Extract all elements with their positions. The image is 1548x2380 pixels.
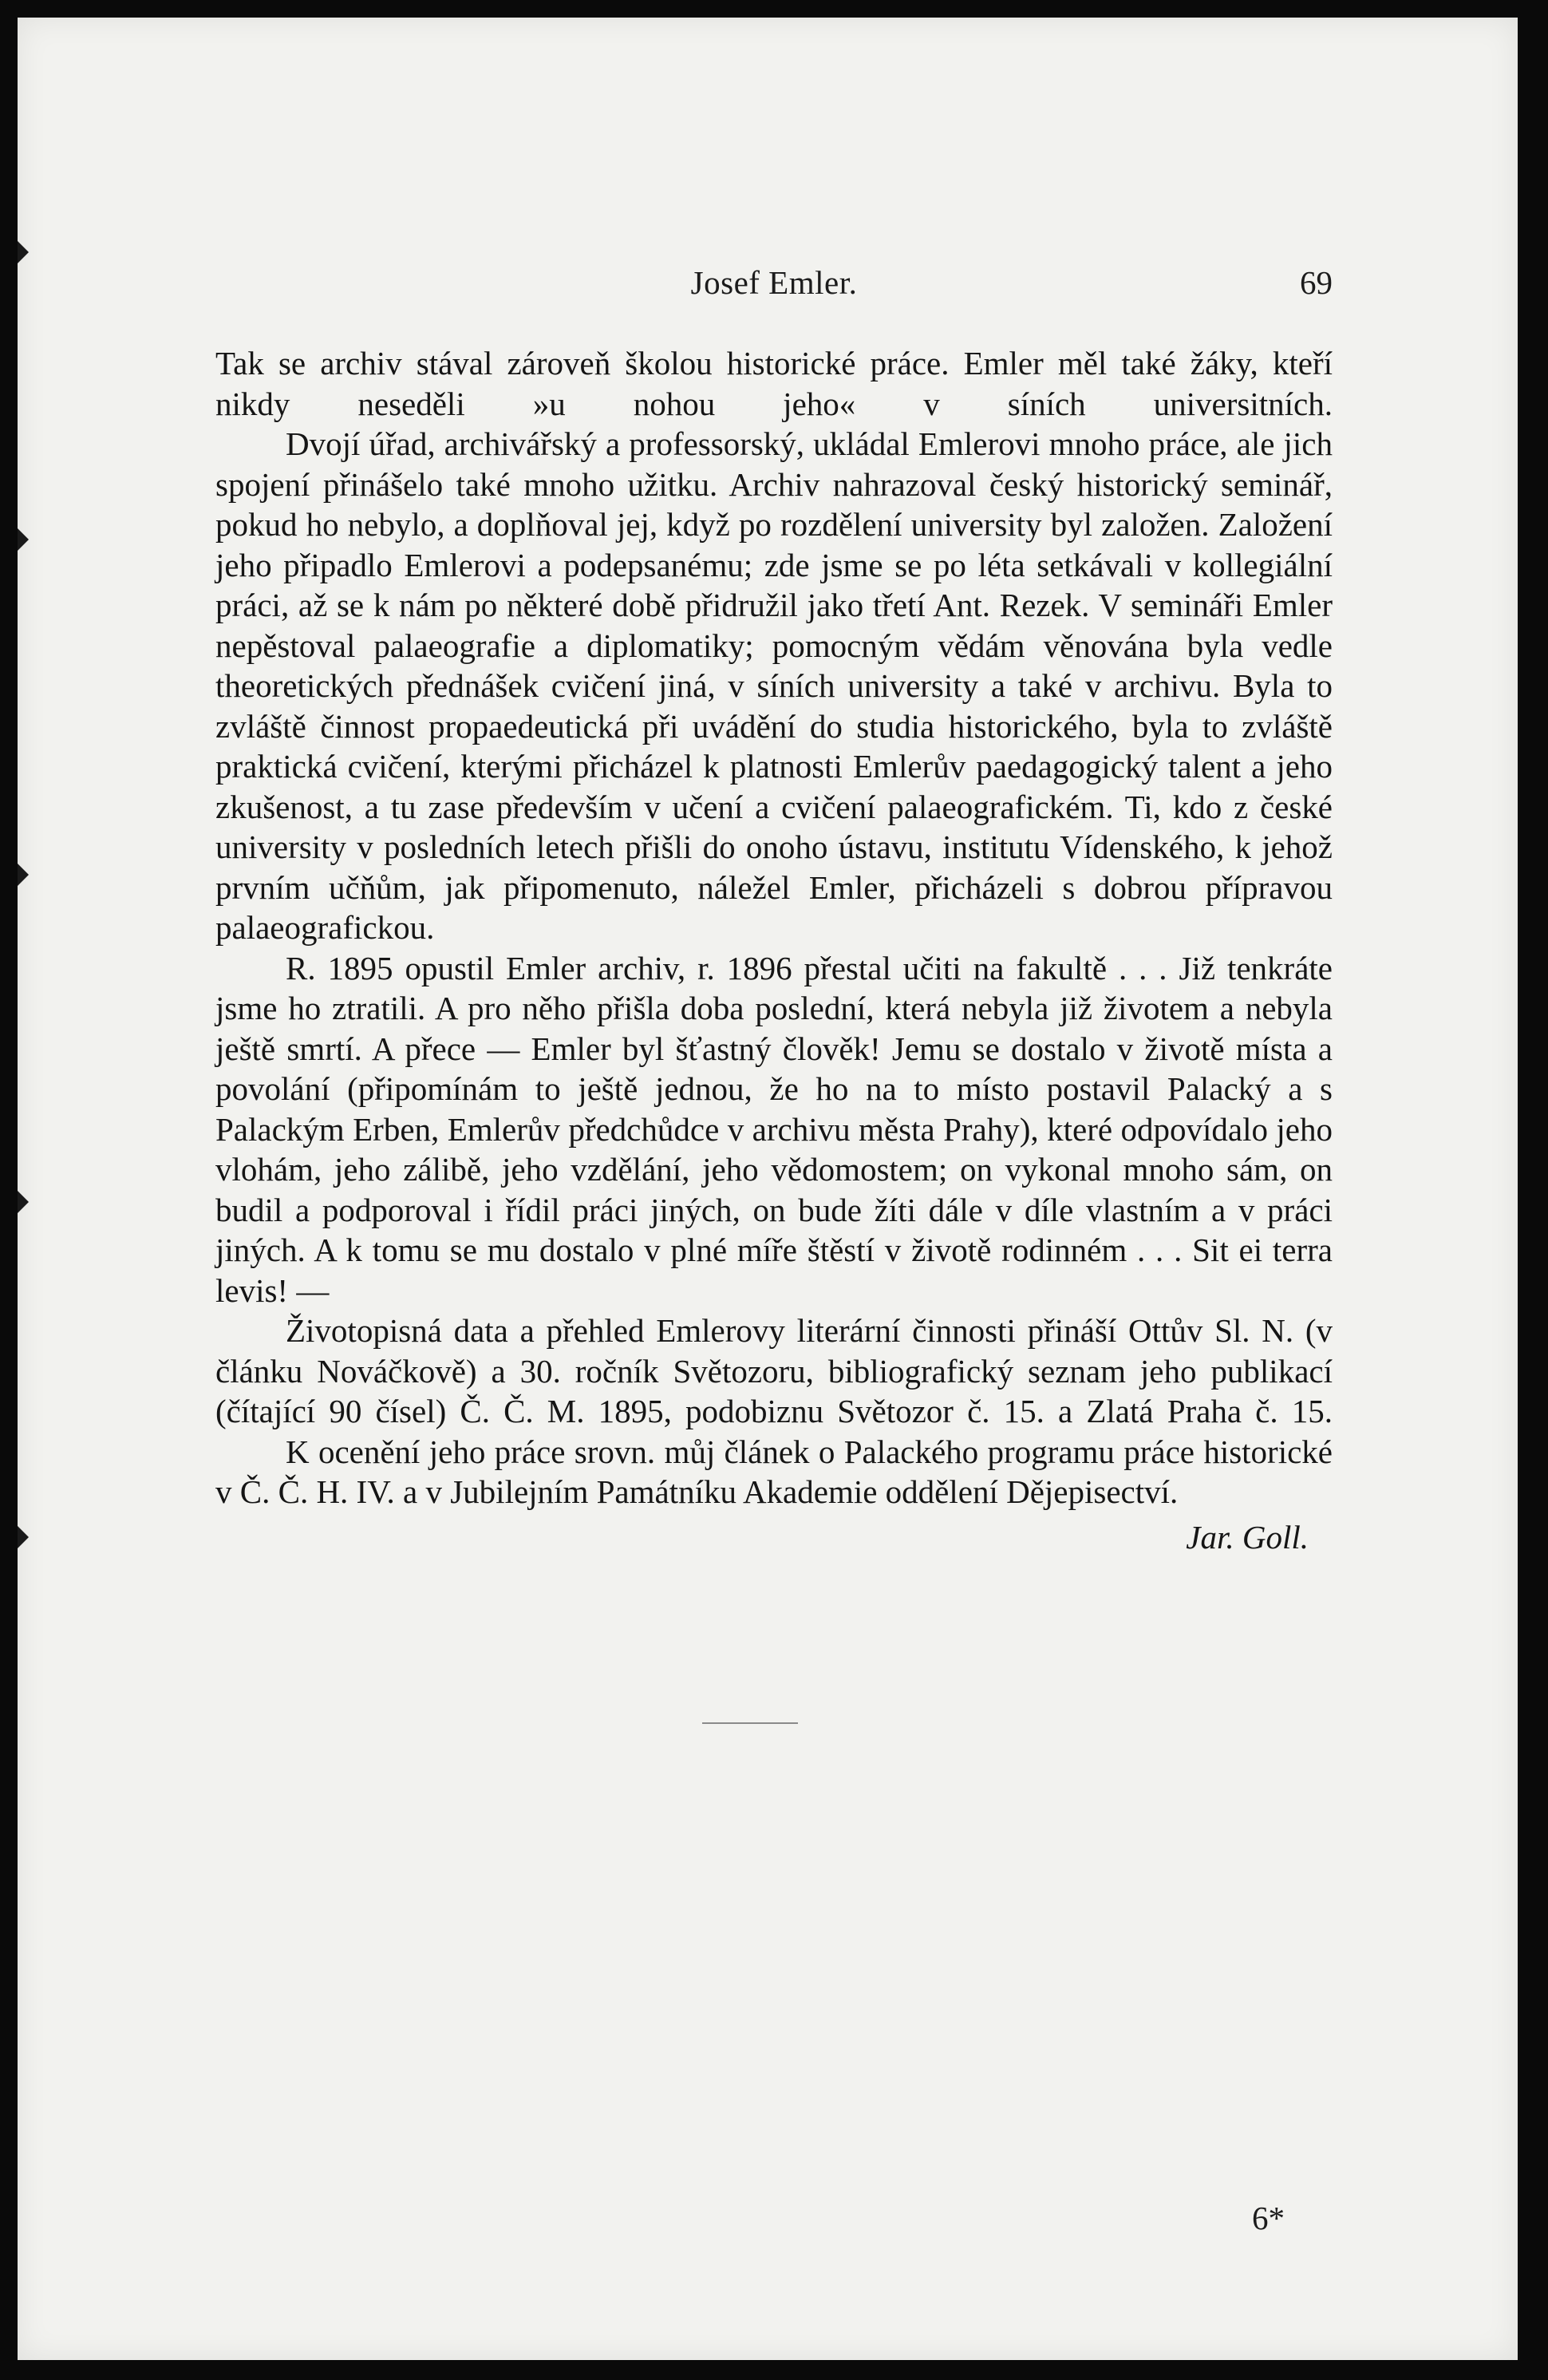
running-header bbox=[215, 263, 1333, 311]
paragraph: K ocenění jeho práce srovn. můj článek o Palackého programu práce historické v Č. Č. H. IV. a v Jubilejním Památníku Akademie oddělení Dějepisectví. bbox=[215, 1433, 1333, 1510]
closing-rule bbox=[702, 1722, 798, 1724]
paragraph: R. 1895 opustil Emler archiv, r. 1896 přestal učiti na fakultě . . . Již tenkráte jsme ho ztratili. A pro něho přišla doba poslední, která nebyla již životem a nebyla ještě smrtí. A přece — Emler byl šťastný člověk! Jemu se dostalo v životě místa a povolání (připomínám to ještě jednou, že ho na to místo postavil Palacký a s Palackým Erben, Emlerův předchůdce v archivu města Prahy), které odpovídalo jeho vlohám, jeho zálibě, jeho vzdělání, jeho vědomostem; on vykonal mnoho sám, on budil a podporoval i řídil práci jiných, on bude žíti dále v díle vlastním a v práci jiných. A k tomu se mu dostalo v plné míře štěstí v životě rodinném . . . Sit ei terra levis! — bbox=[215, 949, 1333, 1309]
page-number: 69 bbox=[1300, 264, 1333, 301]
margin-mark bbox=[18, 528, 29, 551]
signature-mark: 6* bbox=[1252, 2200, 1285, 2236]
paragraph: Tak se archiv stával zároveň školou historické práce. Emler měl také žáky, kteří nikdy neseděli »u nohou jeho« v síních universitních. bbox=[215, 345, 1333, 422]
margin-mark bbox=[18, 1526, 29, 1548]
body-text bbox=[215, 343, 1333, 1557]
author-signature: Jar. Goll. bbox=[1186, 1518, 1309, 1556]
paragraph: Životopisná data a přehled Emlerovy literární činnosti přináší Ottův Sl. N. (v článku Nováčkově) a 30. ročník Světozoru, bibliografický seznam jeho publikací (čítající 90 čísel) Č. Č. M. 1895, podobiznu Světozor č. 15. a Zlatá Praha č. 15. bbox=[215, 1312, 1333, 1429]
margin-mark bbox=[18, 241, 29, 263]
margin-mark bbox=[18, 864, 29, 886]
margin-mark bbox=[18, 1191, 29, 1213]
paragraph: Dvojí úřad, archivářský a professorský, ukládal Emlerovi mnoho práce, ale jich spojení přinášelo také mnoho užitku. Archiv nahrazoval český historický seminář, pokud ho nebylo, a doplňoval jej, když po rozdělení university byl založen. Založení jeho připadlo Emlerovi a podepsanému; zde jsme se po léta setkávali v kollegiální práci, až se k nám po některé době přidružil jako třetí Ant. Rezek. V semináři Emler nepěstoval palaeografie a diplomatiky; pomocným vědám věnována byla vedle theoretických přednášek cvičení jiná, v síních university a také v archivu. Byla to zvláště činnost propaedeutická při uvádění do studia historického, byla to zvláště praktická cvičení, kterými přicházel k platnosti Emlerův paedagogický talent a jeho zkušenost, a tu zase především v učení a cvičení palaeografickém. Ti, kdo z české university v posledních letech přišli do onoho ústavu, institutu Vídenského, k jehož prvním učňům, jak připomenuto, náležel Emler, přicházeli s dobrou přípravou palaeografickou. bbox=[215, 425, 1333, 946]
running-title: Josef Emler. bbox=[690, 264, 858, 301]
